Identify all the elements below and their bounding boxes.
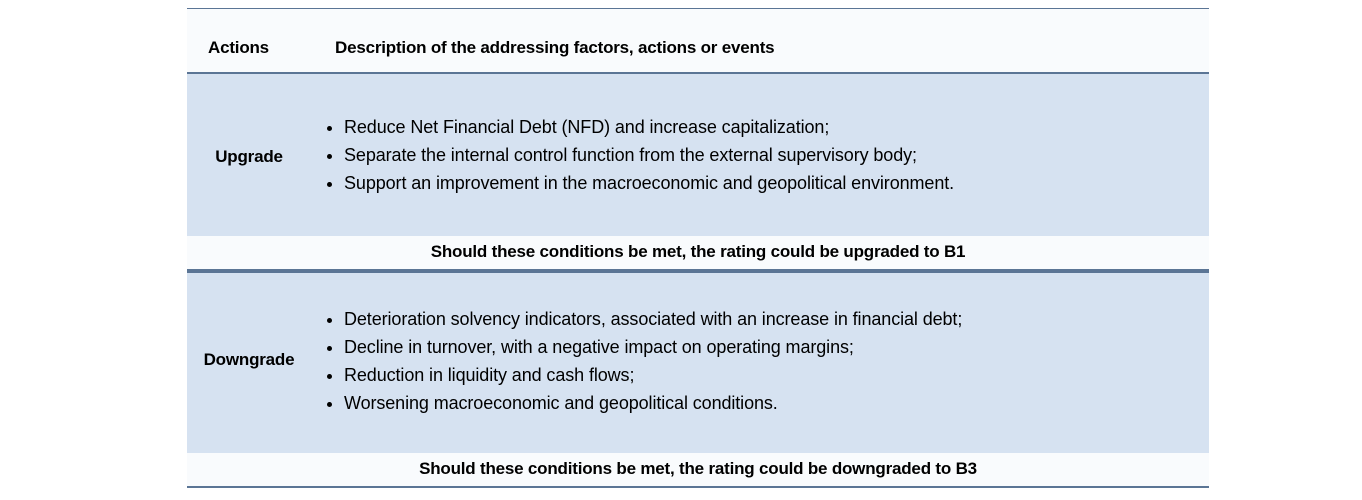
downgrade-list	[324, 305, 962, 417]
list-item: • Support an improvement in the macroeconomic and geopolitical environment.	[344, 169, 954, 197]
downgrade-block	[187, 273, 1209, 453]
downgrade-note: Should these conditions be met, the rating could be downgraded to B3	[419, 459, 977, 478]
downgrade-note-row	[187, 453, 1209, 486]
upgrade-block	[187, 74, 1209, 236]
table-header-row	[187, 9, 1209, 72]
list-item: • Worsening macroeconomic and geopolitical conditions.	[344, 389, 962, 417]
list-item: • Separate the internal control function from the external supervisory body;	[344, 141, 954, 169]
list-item: • Reduction in liquidity and cash flows;	[344, 361, 962, 389]
list-item: • Decline in turnover, with a negative impact on operating margins;	[344, 333, 962, 361]
list-item: • Deterioration solvency indicators, associated with an increase in financial debt;	[344, 305, 962, 333]
rating-actions-table	[187, 8, 1209, 488]
downgrade-label: Downgrade	[203, 350, 295, 369]
upgrade-note: Should these conditions be met, the rating could be upgraded to B1	[430, 242, 966, 261]
upgrade-label: Upgrade	[215, 147, 283, 166]
upgrade-list	[324, 113, 954, 197]
upgrade-note-row	[187, 236, 1209, 269]
header-actions: Actions	[208, 38, 269, 57]
header-description: Description of the addressing factors, actions or events	[335, 38, 775, 57]
table-bottom-rule	[187, 486, 1209, 488]
list-item: • Reduce Net Financial Debt (NFD) and increase capitalization;	[344, 113, 954, 141]
